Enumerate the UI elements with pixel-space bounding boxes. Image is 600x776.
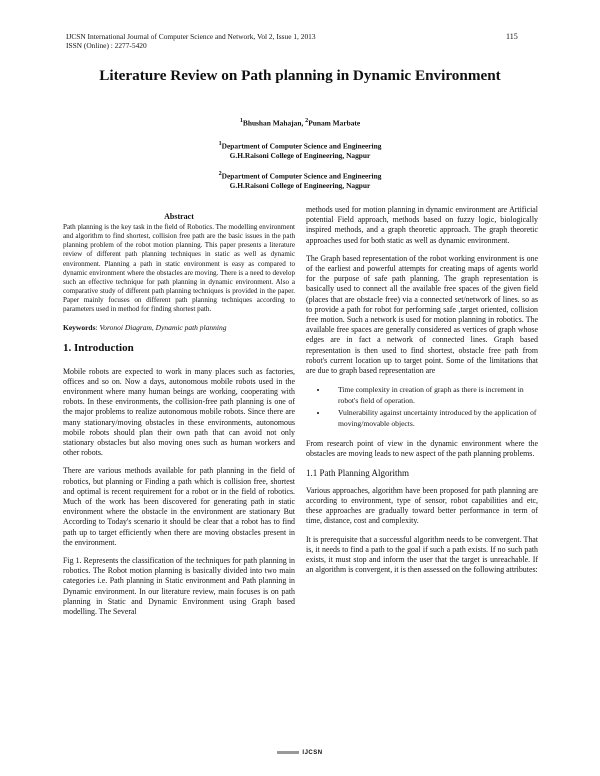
right-column xyxy=(306,205,538,583)
intro-paragraph-3: Fig 1. Represents the classification of the techniques for path planning in robotics. The Robot motion planning is basically divided into two main categories i.e. Path planning in Static environment and Path planning in Dynamic environment. In our literature review, main focuses is on path planning in Static and Dynamic Environment using Graph based modelling. The Several xyxy=(63,556,295,617)
affiliation-2-college: G.H.Raisoni College of Engineering, Nagpur xyxy=(229,180,371,190)
author-line xyxy=(0,118,600,127)
footer-logo-text: IJCSN xyxy=(302,750,323,756)
affiliation-2 xyxy=(0,170,600,190)
abstract-heading: Abstract xyxy=(164,212,194,221)
methods-continuation: methods used for motion planning in dynamic environment are Artificial potential Field approach, methods based on fuzzy logic, biologically inspired methods, and a graph theoretic approach. The graph theoretic approaches used for both static as well as dynamic environment. xyxy=(306,205,538,245)
prerequisite-paragraph: It is prerequisite that a successful algorithm needs to be convergent. That is, it needs to find a path to the goal if such a path exists. If no such path exists, it must stop and inform the user that the target is unreachable. If an algorithm is convergent, it is then assessed on the following attributes: xyxy=(306,534,538,575)
running-head xyxy=(66,32,316,50)
issn-line: ISSN (Online) : 2277-5420 xyxy=(66,41,147,50)
paper-title: Literature Review on Path planning in Dynamic Environment xyxy=(99,67,501,84)
author-2-marker: 2 xyxy=(305,118,309,124)
intro-paragraph-2: There are various methods available for path planning in the field of robotics, but planning or Finding a path which is collision free, shortest and optimal is recent requirement for a robot or in the field of robotics. Much of the work has been discovered for generating path in static environment where the obstacle in the environment are stationary But According to Today's scenario it should be clear that a robot has to find path up to target efficiently when there are moving obstacles present in the environment. xyxy=(63,466,295,547)
introduction-heading: 1. Introduction xyxy=(63,342,134,355)
affiliation-1-marker: 1 xyxy=(218,141,222,147)
keywords-text: Voronoi Diagram, Dynamic path planning xyxy=(99,323,227,333)
keywords xyxy=(63,323,295,333)
affiliation-1 xyxy=(0,140,600,160)
affiliation-2-dept: Department of Computer Science and Engineering xyxy=(221,171,382,181)
keywords-separator: : xyxy=(95,323,100,333)
page-number: 115 xyxy=(506,32,518,41)
footer-swoosh-icon xyxy=(277,751,299,754)
left-column xyxy=(63,212,295,625)
affiliation-1-college: G.H.Raisoni College of Engineering, Nagpur xyxy=(229,150,371,160)
author-1-marker: 1 xyxy=(239,118,243,124)
footer-logo xyxy=(0,750,600,756)
research-paragraph: From research point of view in the dynamic environment where the obstacles are moving leads to new aspect of the path planning problems. xyxy=(306,439,538,459)
approaches-paragraph: Various approaches, algorithm have been proposed for path planning are according to environment, type of sensor, robot capabilities and etc, these approaches are gradually toward better performance in term of time, distance, cost and complexity. xyxy=(306,485,538,526)
keywords-label: Keywords xyxy=(63,323,96,333)
graph-paragraph: The Graph based representation of the robot working environment is one of the earliest and powerful attempts for creating maps of agents world for the purpose of safe path planning. The graph representation is basically used to connect all the available free spaces of the given field (places that are obstacle free) via a connected set/network of lines. so as to provide a path for robot for performing safe ,target oriented, collision free motion. Such a network is used for motion planning in robotics. The available free spaces are generally considered as vertices of graph whose edges are in fact a network of connected lines. Graph based representation is then used to find shortest, obstacle free path from robot's current location up to target point. Some of the limitations that are due to graph based representation are xyxy=(306,253,538,376)
abstract-text: Path planning is the key task in the field of Robotics. The modelling environment and algorithm to find shortest, collision free path are the basic issues in the path planning problem of the robot motion planning. This paper presents a literature review of different path planning techniques in static as well as dynamic environment. Planning a path in static environment is easy as compared to dynamic environment where the obstacles are moving. There is a need to develop such an effective technique for path planning in dynamic environment. Also a comparative study of different path planning techniques is provided in the paper. Paper mainly focuses on different path planning techniques according to parameters used in method for finding shortest path. xyxy=(63,223,295,314)
intro-paragraph-1: Mobile robots are expected to work in many places such as factories, offices and so on. Now a days, autonomous mobile robots used in the environment where many human beings are working, cooperating with robots. In these environments, the collision-free path planning is one of the major problems to realize autonomous mobile robots. Since there are many stationary/moving obstacles in these environments, autonomous mobile robots should plan their own path that can avoid not only stationary obstacles but also moving ones such as human workers and other robots. xyxy=(63,366,295,458)
affiliation-2-marker: 2 xyxy=(218,171,222,177)
affiliation-1-dept: Department of Computer Science and Engineering xyxy=(221,141,382,151)
author-2: Punam Marbate xyxy=(308,118,361,128)
limitation-item: • Time complexity in creation of graph as there is increment in robot's field of operation. xyxy=(328,384,538,406)
subsection-heading: 1.1 Path Planning Algorithm xyxy=(306,467,410,478)
author-1: Bhushan Mahajan, xyxy=(242,118,306,128)
journal-line: IJCSN International Journal of Computer Science and Network, Vol 2, Issue 1, 2013 xyxy=(66,32,316,41)
limitations-list xyxy=(306,384,538,429)
limitation-item: • Vulnerability against uncertainty introduced by the application of moving/movable objects. xyxy=(328,407,538,429)
